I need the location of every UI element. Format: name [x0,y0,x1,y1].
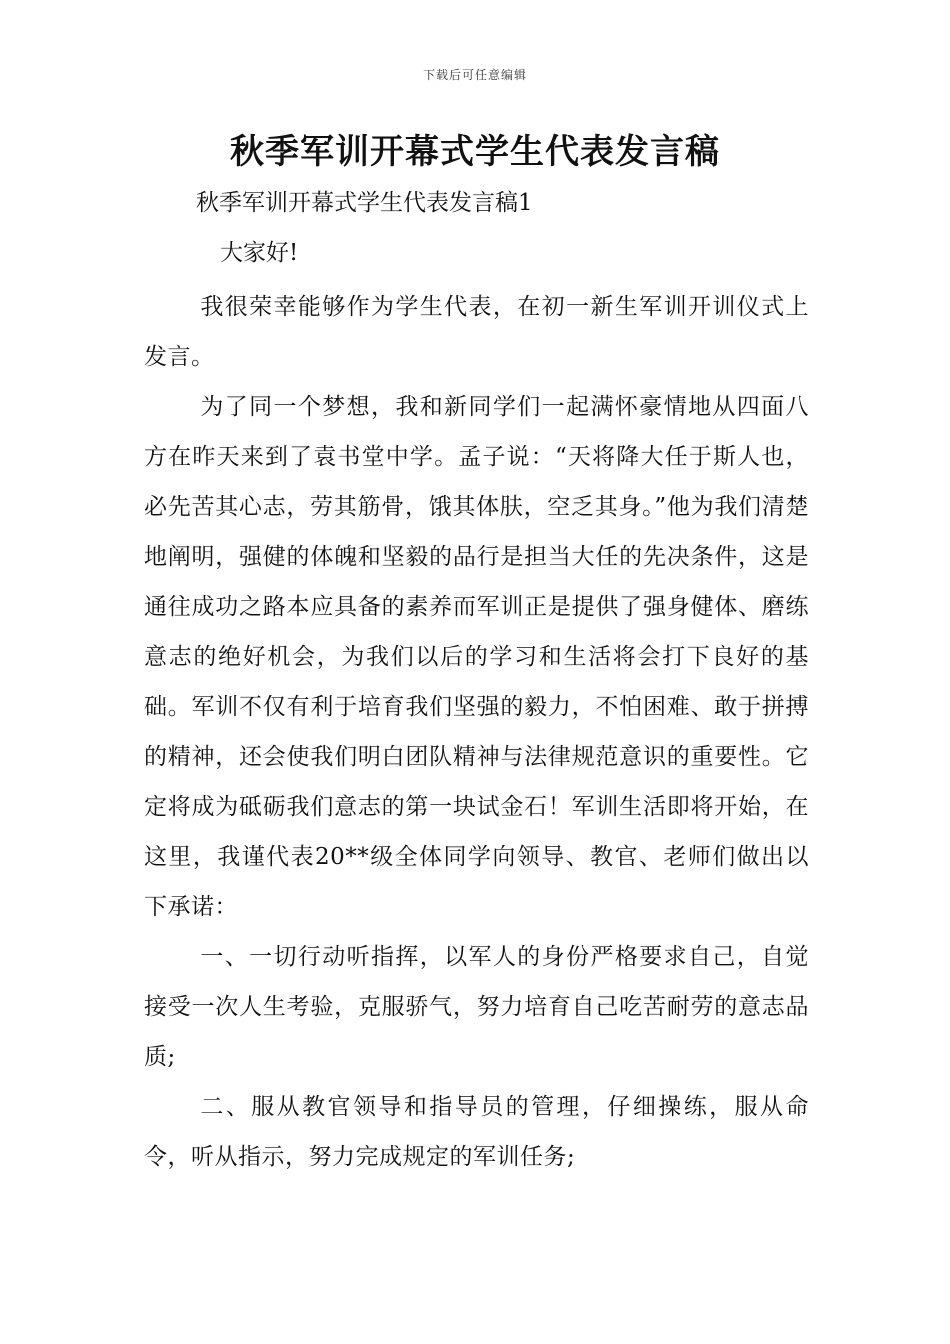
paragraph: 我很荣幸能够作为学生代表，在初一新生军训开训仪式上发言。 [144,294,809,370]
paragraph: 二、服从教官领导和指导员的管理，仔细操练，服从命令，听从指示，努力完成规定的军训任务; [144,1094,809,1170]
document-subtitle: 秋季军训开幕式学生代表发言稿1 [196,190,533,216]
paragraph: 一、一切行动听指挥，以军人的身份严格要求自己，自觉接受一次人生考验，克服骄气，努力培育自己吃苦耐劳的意志品质; [144,944,809,1070]
body-text [144,282,809,1182]
document-title: 秋季军训开幕式学生代表发言稿 [230,132,720,172]
paragraph: 为了同一个梦想，我和新同学们一起满怀豪情地从四面八方在昨天来到了袁书堂中学。孟子说：“天将降大任于斯人也，必先苦其心志，劳其筋骨，饿其体肤，空乏其身。”他为我们清楚地阐明，强健的体魄和坚毅的品行是担当大任的先决条件，这是通往成功之路本应具备的素养而军训正是提供了强身健体、磨练意志的绝好机会，为我们以后的学习和生活将会打下良好的基础。军训不仅有利于培育我们坚强的毅力，不怕困难、敢于拼搏的精神，还会使我们明白团队精神与法律规范意识的重要性。它定将成为砥砺我们意志的第一块试金石！军训生活即将开始，在这里，我谨代表20**级全体同学向领导、教官、老师们做出以下承诺： [144,394,809,920]
greeting: 大家好! [220,240,299,266]
header-note: 下载后可任意编辑 [422,68,527,82]
